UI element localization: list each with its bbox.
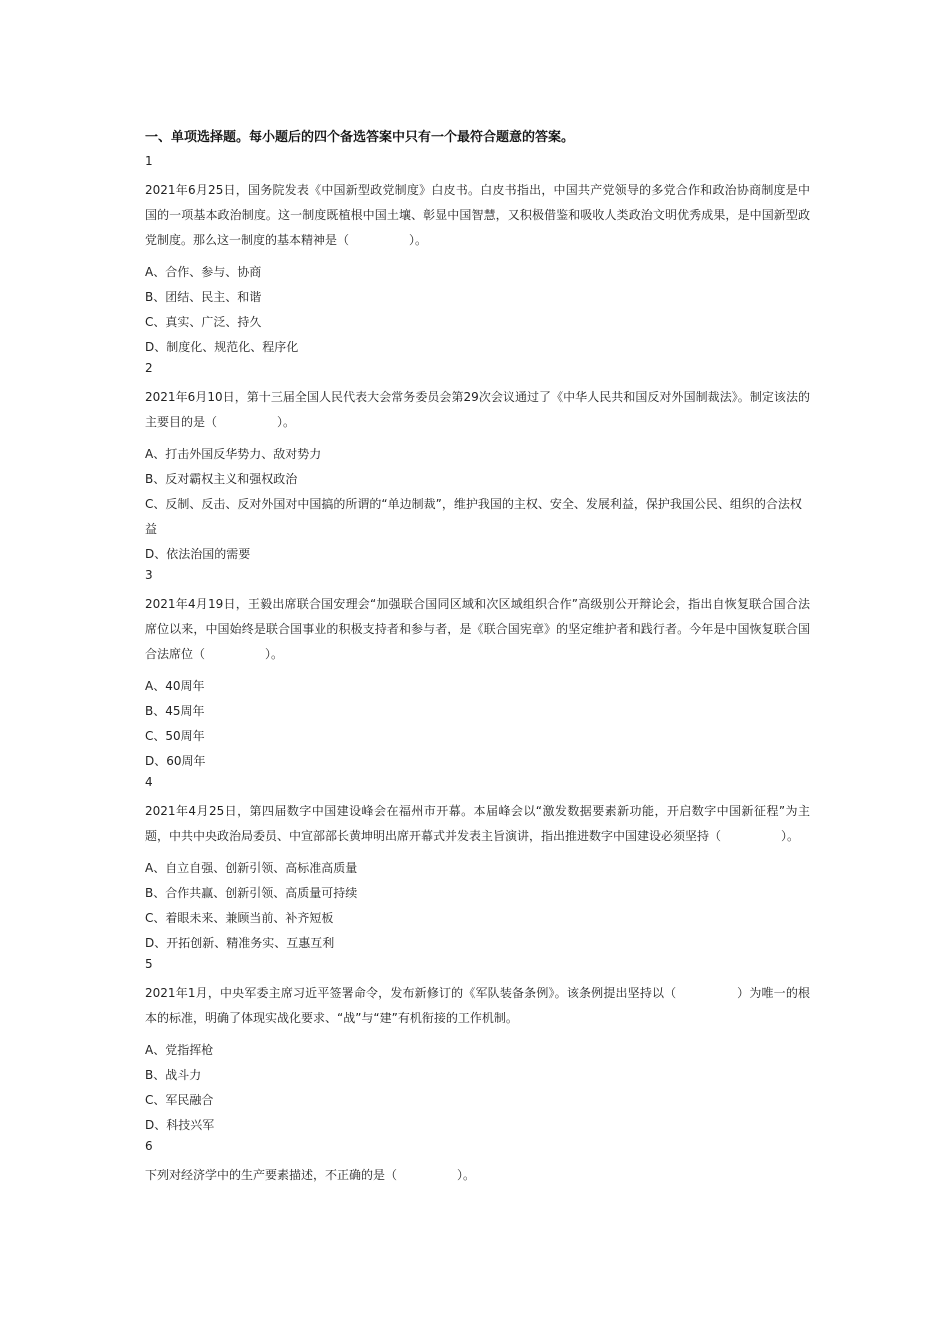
question-number: 2 <box>145 361 153 375</box>
question-6 <box>145 1138 810 1188</box>
option-b: B、战斗力 <box>145 1068 202 1082</box>
option-a: A、党指挥枪 <box>145 1043 214 1057</box>
option-c: C、着眼未来、兼顾当前、补齐短板 <box>145 911 334 925</box>
option-c: C、反制、反击、反对外国对中国搞的所谓的“单边制裁”，维护我国的主权、安全、发展利益，保护我国公民、组织的合法权益 <box>145 497 802 536</box>
options-list <box>145 856 810 956</box>
option-a: A、40周年 <box>145 679 205 693</box>
question-text: 2021年6月10日，第十三届全国人民代表大会常务委员会第29次会议通过了《中华人民共和国反对外国制裁法》。制定该法的主要目的是（ ）。 <box>145 390 810 429</box>
option-b: B、团结、民主、和谐 <box>145 290 262 304</box>
option-b: B、合作共赢、创新引领、高质量可持续 <box>145 886 358 900</box>
option-d: D、科技兴军 <box>145 1118 215 1132</box>
options-list <box>145 260 810 360</box>
options-list <box>145 1038 810 1138</box>
option-a: A、自立自强、创新引领、高标准高质量 <box>145 861 358 875</box>
option-d: D、依法治国的需要 <box>145 547 251 561</box>
question-number: 6 <box>145 1139 153 1153</box>
option-c: C、50周年 <box>145 729 205 743</box>
option-c: C、军民融合 <box>145 1093 214 1107</box>
question-text: 2021年6月25日，国务院发表《中国新型政党制度》白皮书。白皮书指出，中国共产党领导的多党合作和政治协商制度是中国的一项基本政治制度。这一制度既植根中国土壤、彰显中国智慧，又积极借鉴和吸收人类政治文明优秀成果，是中国新型政党制度。那么这一制度的基本精神是（ ）。 <box>145 183 810 247</box>
option-b: B、反对霸权主义和强权政治 <box>145 472 298 486</box>
question-number: 3 <box>145 568 153 582</box>
option-d: D、开拓创新、精准务实、互惠互利 <box>145 936 335 950</box>
option-c: C、真实、广泛、持久 <box>145 315 262 329</box>
question-1 <box>145 153 810 360</box>
question-number: 1 <box>145 154 153 168</box>
option-d: D、60周年 <box>145 754 206 768</box>
section-title: 一、单项选择题。每小题后的四个备选答案中只有一个最符合题意的答案。 <box>145 130 575 145</box>
options-list <box>145 674 810 774</box>
exam-page <box>145 128 810 1195</box>
question-5 <box>145 956 810 1138</box>
question-number: 4 <box>145 775 153 789</box>
option-a: A、打击外国反华势力、敌对势力 <box>145 447 322 461</box>
question-3 <box>145 567 810 774</box>
question-4 <box>145 774 810 956</box>
question-text: 2021年1月，中央军委主席习近平签署命令，发布新修订的《军队装备条例》。该条例提出坚持以（ ）为唯一的根本的标准，明确了体现实战化要求、“战”与“建”有机衔接的工作机制。 <box>145 986 810 1025</box>
question-text: 下列对经济学中的生产要素描述，不正确的是（ ）。 <box>145 1168 476 1182</box>
question-text: 2021年4月19日，王毅出席联合国安理会“加强联合国同区域和次区域组织合作”高级别公开辩论会，指出自恢复联合国合法席位以来，中国始终是联合国事业的积极支持者和参与者，是《联合国宪章》的坚定维护者和践行者。今年是中国恢复联合国合法席位（ ）。 <box>145 597 810 661</box>
question-text: 2021年4月25日，第四届数字中国建设峰会在福州市开幕。本届峰会以“激发数据要素新功能，开启数字中国新征程”为主题，中共中央政治局委员、中宣部部长黄坤明出席开幕式并发表主旨演讲，指出推进数字中国建设必须坚持（ ）。 <box>145 804 810 843</box>
question-number: 5 <box>145 957 153 971</box>
option-b: B、45周年 <box>145 704 205 718</box>
options-list <box>145 442 810 567</box>
option-a: A、合作、参与、协商 <box>145 265 262 279</box>
option-d: D、制度化、规范化、程序化 <box>145 340 299 354</box>
question-2 <box>145 360 810 567</box>
